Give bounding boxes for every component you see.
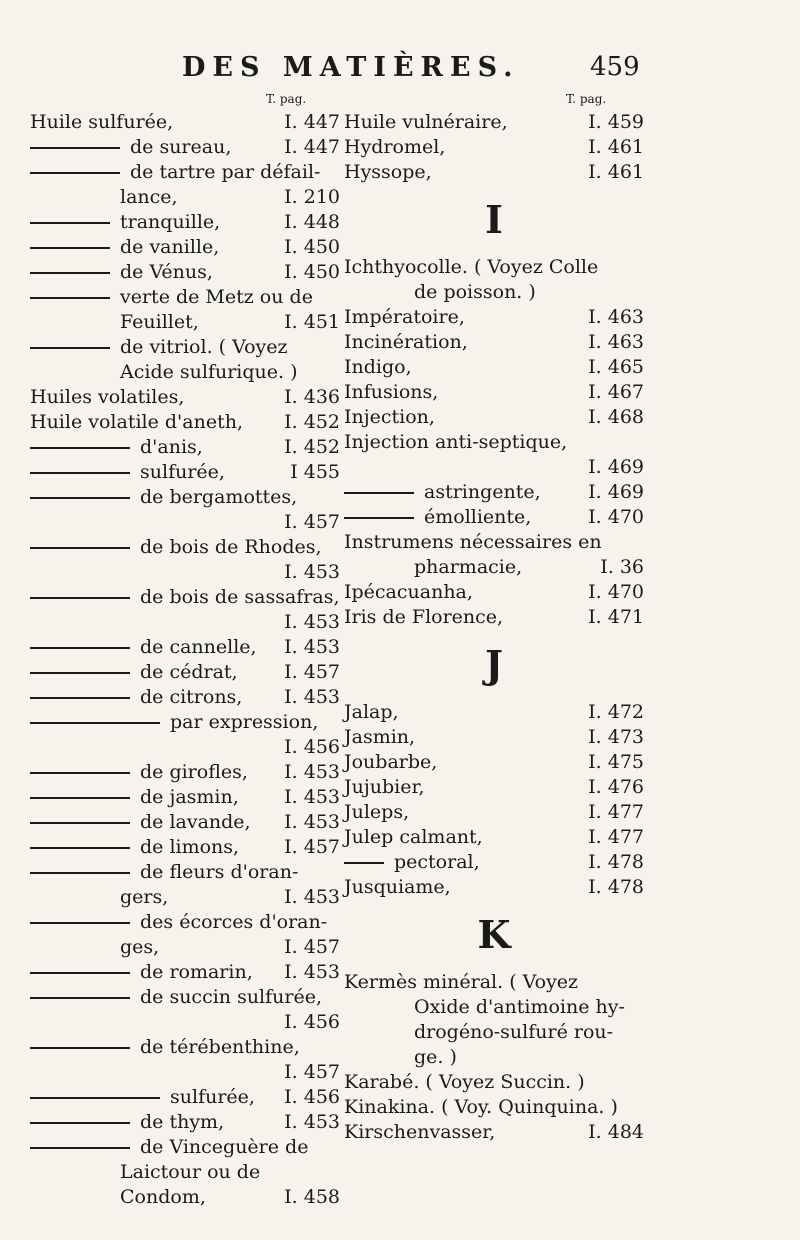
entry-text: sulfurée, (170, 1086, 255, 1108)
entry-text: de thym, (140, 1111, 225, 1133)
index-entry (30, 885, 340, 910)
entry-text: gers, (120, 886, 169, 908)
index-entry (344, 1020, 644, 1045)
index-entry (30, 1185, 340, 1210)
index-entry (344, 280, 644, 305)
tpag-heading: T. pag. (266, 92, 307, 106)
entry-text: de citrons, (140, 686, 243, 708)
page-reference: I. 456 (284, 1011, 340, 1033)
entry-text: de cannelle, (140, 636, 257, 658)
repeat-dash (30, 972, 130, 974)
index-entry (344, 430, 644, 455)
repeat-dash (30, 797, 130, 799)
page-reference: I. 453 (284, 611, 340, 633)
repeat-dash (344, 517, 414, 519)
page-reference: I. 453 (284, 561, 340, 583)
running-title: DES MATIÈRES. (182, 52, 520, 83)
index-entry (30, 1060, 340, 1085)
entry-text: de térébenthine, (140, 1036, 300, 1058)
index-entry (344, 970, 644, 995)
page-reference: I. 478 (588, 851, 644, 873)
index-entry (344, 480, 644, 505)
entry-text: d'anis, (140, 436, 203, 458)
index-entry (30, 810, 340, 835)
page-reference: I. 477 (588, 826, 644, 848)
page-reference: I. 453 (284, 1111, 340, 1133)
page-reference: I. 471 (588, 606, 644, 628)
repeat-dash (30, 697, 130, 699)
index-entry (344, 405, 644, 430)
entry-text: Laictour ou de (120, 1161, 261, 1183)
index-entry (30, 935, 340, 960)
entry-text: de poisson. ) (414, 281, 536, 303)
entry-text: ges, (120, 936, 160, 958)
entry-text: de tartre par défail- (130, 161, 321, 183)
entry-text: Kinakina. ( Voy. Quinquina. ) (344, 1096, 618, 1118)
index-entry (30, 360, 340, 385)
index-entry (344, 1095, 644, 1120)
entry-text: Ipécacuanha, (344, 581, 473, 603)
index-entry (30, 1160, 340, 1185)
page-reference: I. 457 (284, 836, 340, 858)
page-reference: I. 484 (588, 1121, 644, 1143)
index-entry (30, 1085, 340, 1110)
entry-text: de Vinceguère de (140, 1136, 309, 1158)
index-entry (344, 850, 644, 875)
index-entry (344, 305, 644, 330)
page-reference: I. 470 (588, 581, 644, 603)
entry-text: Huile volatile d'aneth, (30, 411, 243, 433)
entry-text: de jasmin, (140, 786, 239, 808)
page-reference: I. 452 (284, 436, 340, 458)
repeat-dash (344, 492, 414, 494)
page-reference: I. 453 (284, 961, 340, 983)
page-reference: I. 478 (588, 876, 644, 898)
page-reference: I. 457 (284, 1061, 340, 1083)
index-entry (344, 995, 644, 1020)
page-reference: I. 468 (588, 406, 644, 428)
page-reference: I. 436 (284, 386, 340, 408)
index-column-right (344, 90, 644, 1145)
index-entry (30, 760, 340, 785)
page-reference: I. 453 (284, 686, 340, 708)
entry-text: de bois de sassafras, (140, 586, 340, 608)
entry-text: Jasmin, (344, 726, 416, 748)
entry-text: Hyssope, (344, 161, 432, 183)
entry-text: Huile sulfurée, (30, 111, 174, 133)
index-entry (30, 960, 340, 985)
index-entry (30, 310, 340, 335)
entry-text: sulfurée, (140, 461, 225, 483)
entry-text: Impératoire, (344, 306, 465, 328)
repeat-dash (30, 497, 130, 499)
entry-text: tranquille, (120, 211, 221, 233)
entry-text: Oxide d'antimoine hy- (414, 996, 625, 1018)
repeat-dash (30, 822, 130, 824)
index-entry (344, 750, 644, 775)
page-reference: I. 465 (588, 356, 644, 378)
repeat-dash (30, 672, 130, 674)
entry-text: drogéno-sulfuré rou- (414, 1021, 614, 1043)
index-entry (30, 735, 340, 760)
page-reference: I. 452 (284, 411, 340, 433)
page-number: 459 (590, 52, 640, 82)
repeat-dash (30, 472, 130, 474)
repeat-dash (30, 997, 130, 999)
repeat-dash (30, 147, 120, 149)
index-entry (30, 1035, 340, 1060)
repeat-dash (30, 847, 130, 849)
repeat-dash (30, 272, 110, 274)
index-entry (30, 110, 340, 135)
entry-text: lance, (120, 186, 178, 208)
entry-text: Joubarbe, (344, 751, 438, 773)
entry-text: de girofles, (140, 761, 248, 783)
repeat-dash (30, 547, 130, 549)
page-reference: I. 463 (588, 331, 644, 353)
index-entry (344, 555, 644, 580)
entry-text: astringente, (424, 481, 541, 503)
entry-text: de Vénus, (120, 261, 213, 283)
index-entry (344, 1045, 644, 1070)
entry-text: Kermès minéral. ( Voyez (344, 971, 579, 993)
index-entry (30, 410, 340, 435)
repeat-dash (30, 647, 130, 649)
entry-text: de vanille, (120, 236, 220, 258)
page-reference: I. 450 (284, 261, 340, 283)
index-entry (344, 110, 644, 135)
index-entry (344, 1070, 644, 1095)
entry-text: de cédrat, (140, 661, 238, 683)
index-entry (30, 1110, 340, 1135)
index-column-left (30, 90, 340, 1210)
repeat-dash (30, 1122, 130, 1124)
index-entry (344, 455, 644, 480)
entry-text: Injection anti-septique, (344, 431, 568, 453)
entry-text: Jalap, (344, 701, 399, 723)
index-entry (30, 235, 340, 260)
page-reference: I. 210 (284, 186, 340, 208)
page-reference: I 455 (290, 461, 340, 483)
entry-text: Incinération, (344, 331, 468, 353)
entry-text: Ichthyocolle. ( Voyez Colle (344, 256, 599, 278)
entry-text: Karabé. ( Voyez Succin. ) (344, 1071, 585, 1093)
entry-text: de limons, (140, 836, 240, 858)
index-entry (30, 335, 340, 360)
index-entry (30, 685, 340, 710)
index-entry (30, 560, 340, 585)
entry-text: de bergamottes, (140, 486, 298, 508)
index-entry (30, 210, 340, 235)
page-reference: I. 475 (588, 751, 644, 773)
section-letter: J (485, 642, 503, 687)
page-reference: I. 453 (284, 811, 340, 833)
page-reference: I. 469 (588, 456, 644, 478)
tpag-heading: T. pag. (566, 92, 607, 106)
page-reference: I. 467 (588, 381, 644, 403)
entry-text: pectoral, (394, 851, 480, 873)
index-entry (344, 800, 644, 825)
page-reference: I. 36 (600, 556, 644, 578)
entry-text: de fleurs d'oran- (140, 861, 299, 883)
page-reference: I. 472 (588, 701, 644, 723)
index-entry (344, 580, 644, 605)
entry-text: Instrumens nécessaires en (344, 531, 602, 553)
page-reference: I. 457 (284, 936, 340, 958)
repeat-dash (30, 722, 160, 724)
repeat-dash (30, 1097, 160, 1099)
page-reference: I. 461 (588, 136, 644, 158)
index-entry (30, 510, 340, 535)
index-entry (344, 160, 644, 185)
entry-text: de lavande, (140, 811, 251, 833)
entry-text: Indigo, (344, 356, 412, 378)
index-entry (30, 135, 340, 160)
page-reference: I. 453 (284, 761, 340, 783)
entry-text: Hydromel, (344, 136, 446, 158)
index-entry (30, 185, 340, 210)
repeat-dash (30, 297, 110, 299)
index-entry (30, 660, 340, 685)
page-reference: I. 450 (284, 236, 340, 258)
section-letter: I (485, 197, 503, 242)
page-reference: I. 476 (588, 776, 644, 798)
repeat-dash (30, 1147, 130, 1149)
page-reference: I. 456 (284, 1086, 340, 1108)
index-entry (30, 1010, 340, 1035)
page-reference: I. 459 (588, 111, 644, 133)
index-entry (344, 700, 644, 725)
index-entry (344, 255, 644, 280)
entry-text: Huiles volatiles, (30, 386, 185, 408)
index-entry (344, 505, 644, 530)
entry-text: pharmacie, (414, 556, 523, 578)
page-reference: I. 456 (284, 736, 340, 758)
entry-text: par expression, (170, 711, 319, 733)
repeat-dash (30, 172, 120, 174)
repeat-dash (30, 247, 110, 249)
index-entry (30, 435, 340, 460)
index-entry (30, 160, 340, 185)
page-reference: I. 463 (588, 306, 644, 328)
index-entry (30, 910, 340, 935)
entry-text: de romarin, (140, 961, 253, 983)
page-reference: I. 448 (284, 211, 340, 233)
index-entry (30, 285, 340, 310)
repeat-dash (344, 862, 384, 864)
entry-text: Jujubier, (344, 776, 425, 798)
index-entry (344, 135, 644, 160)
repeat-dash (30, 922, 130, 924)
repeat-dash (30, 597, 130, 599)
section-letter: K (477, 912, 511, 957)
index-entry (344, 380, 644, 405)
index-entry (30, 985, 340, 1010)
entry-text: ge. ) (414, 1046, 457, 1068)
entry-text: Infusions, (344, 381, 439, 403)
entry-text: émolliente, (424, 506, 532, 528)
page-reference: I. 469 (588, 481, 644, 503)
entry-text: Condom, (120, 1186, 206, 1208)
page-reference: I. 473 (588, 726, 644, 748)
entry-text: Huile vulnéraire, (344, 111, 508, 133)
page-header (0, 52, 800, 92)
page-reference: I. 453 (284, 636, 340, 658)
page-reference: I. 457 (284, 661, 340, 683)
index-entry (30, 260, 340, 285)
entry-text: des écorces d'oran- (140, 911, 328, 933)
page-reference: I. 458 (284, 1186, 340, 1208)
page-reference: I. 447 (284, 136, 340, 158)
index-entry (30, 1135, 340, 1160)
page-reference: I. 461 (588, 161, 644, 183)
page-reference: I. 453 (284, 886, 340, 908)
entry-text: Acide sulfurique. ) (120, 361, 298, 383)
index-entry (30, 460, 340, 485)
index-entry (30, 585, 340, 610)
index-entry (30, 485, 340, 510)
entry-text: Juleps, (344, 801, 410, 823)
index-entry (344, 330, 644, 355)
index-entry (344, 775, 644, 800)
entry-text: Iris de Florence, (344, 606, 504, 628)
index-entry (30, 785, 340, 810)
repeat-dash (30, 872, 130, 874)
index-entry (344, 355, 644, 380)
repeat-dash (30, 772, 130, 774)
entry-text: de vitriol. ( Voyez (120, 336, 288, 358)
repeat-dash (30, 347, 110, 349)
index-entry (30, 385, 340, 410)
page-reference: I. 453 (284, 786, 340, 808)
entry-text: Kirschenvasser, (344, 1121, 496, 1143)
index-entry (344, 1120, 644, 1145)
index-entry (344, 725, 644, 750)
index-entry (30, 860, 340, 885)
page-reference: I. 451 (284, 311, 340, 333)
entry-text: Injection, (344, 406, 435, 428)
index-entry (344, 530, 644, 555)
index-entry (30, 535, 340, 560)
page-reference: I. 470 (588, 506, 644, 528)
index-entry (30, 835, 340, 860)
index-entry (30, 635, 340, 660)
entry-text: de bois de Rhodes, (140, 536, 322, 558)
entry-text: verte de Metz ou de (120, 286, 313, 308)
page-reference: I. 447 (284, 111, 340, 133)
entry-text: Feuillet, (120, 311, 199, 333)
entry-text: Julep calmant, (344, 826, 483, 848)
page-reference: I. 477 (588, 801, 644, 823)
entry-text: de succin sulfurée, (140, 986, 323, 1008)
index-entry (30, 610, 340, 635)
entry-text: Jusquiame, (344, 876, 451, 898)
repeat-dash (30, 222, 110, 224)
repeat-dash (30, 1047, 130, 1049)
index-entry (344, 605, 644, 630)
entry-text: de sureau, (130, 136, 232, 158)
index-entry (344, 875, 644, 900)
index-entry (344, 825, 644, 850)
page-reference: I. 457 (284, 511, 340, 533)
repeat-dash (30, 447, 130, 449)
index-entry (30, 710, 340, 735)
